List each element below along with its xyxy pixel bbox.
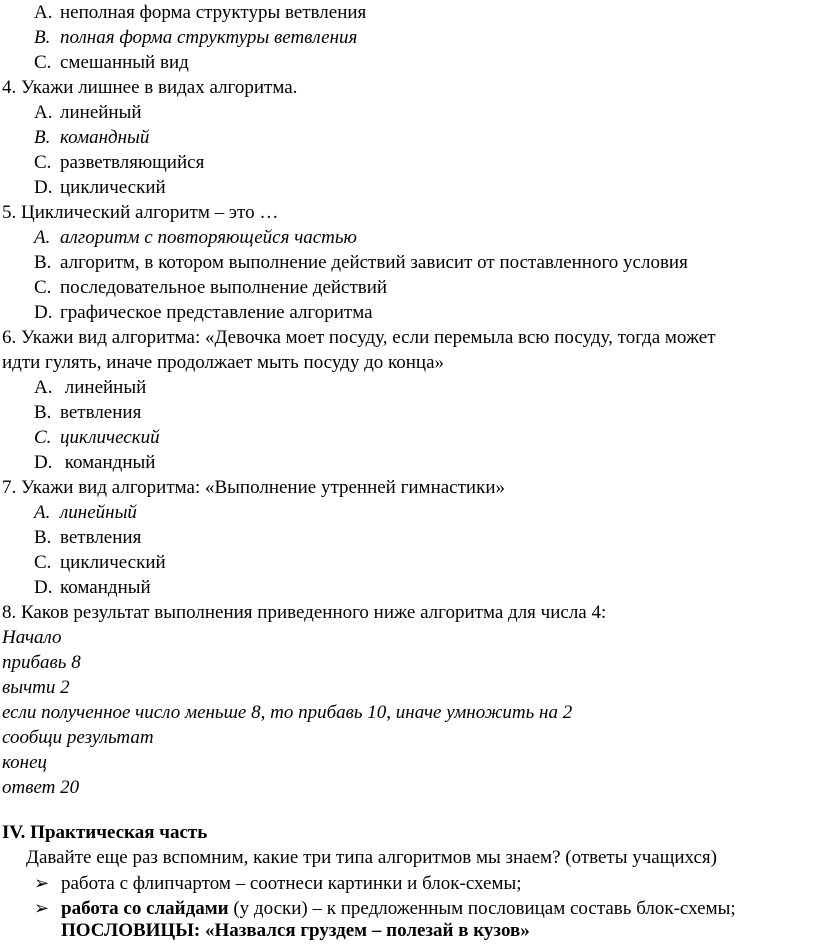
- proverbs-line: ПОСЛОВИЦЫ: «Назвался груздем – полезай в кузов»: [61, 920, 530, 941]
- q6-option-c: C. циклический: [34, 427, 160, 448]
- q6-option-b: B. ветвления: [34, 402, 142, 423]
- q6-option-a: A. линейный: [34, 377, 147, 398]
- q4-question: 4. Укажи лишнее в видах алгоритма.: [2, 77, 298, 98]
- q7-option-d: D. командный: [34, 577, 151, 598]
- q5-option-a: A. алгоритм с повторяющейся частью: [34, 227, 357, 248]
- q5-question: 5. Циклический алгоритм – это …: [2, 202, 279, 223]
- q6-option-d: D. командный: [34, 452, 156, 473]
- q3-option-c: C. смешанный вид: [34, 52, 189, 73]
- q5-option-b: B. алгоритм, в котором выполнение действий зависит от поставленного условия: [34, 252, 688, 273]
- q7-option-b: B. ветвления: [34, 527, 142, 548]
- arrow-bullet-icon: ➢: [34, 873, 50, 893]
- q8-algorithm-step: вычти 2: [2, 677, 70, 698]
- q8-algorithm-step: Начало: [2, 627, 62, 648]
- q3-option-b: B. полная форма структуры ветвления: [34, 27, 358, 48]
- q6-question-line1: 6. Укажи вид алгоритма: «Девочка моет посуду, если перемыла всю посуду, тогда может: [2, 327, 716, 348]
- q6-question-line2: идти гулять, иначе продолжает мыть посуду до конца»: [2, 352, 445, 373]
- q8-question: 8. Каков результат выполнения приведенного ниже алгоритма для числа 4:: [2, 602, 607, 623]
- q8-algorithm-step: конец: [2, 752, 48, 773]
- q3-option-a: A. неполная форма структуры ветвления: [34, 2, 367, 23]
- practical-bullet-2: ➢ работа со слайдами (у доски) – к предложенным пословицам составь блок-схемы;: [34, 898, 736, 919]
- q8-answer: ответ 20: [2, 777, 80, 798]
- section-heading: IV. Практическая часть: [2, 822, 208, 843]
- q8-algorithm-step: если полученное число меньше 8, то прибавь 10, иначе умножить на 2: [2, 702, 573, 723]
- q4-option-c: C. разветвляющийся: [34, 152, 205, 173]
- q7-question: 7. Укажи вид алгоритма: «Выполнение утренней гимнастики»: [2, 477, 505, 498]
- q7-option-c: C. циклический: [34, 552, 166, 573]
- q8-algorithm-step: сообщи результат: [2, 727, 154, 748]
- practical-bullet-1: ➢ работа с флипчартом – соотнеси картинки и блок-схемы;: [34, 873, 522, 894]
- q5-option-c: C. последовательное выполнение действий: [34, 277, 388, 298]
- q4-option-d: D. циклический: [34, 177, 166, 198]
- q8-algorithm-step: прибавь 8: [2, 652, 81, 673]
- practical-intro: Давайте еще раз вспомним, какие три типа алгоритмов мы знаем? (ответы учащихся): [26, 847, 717, 868]
- q4-option-b: B. командный: [34, 127, 150, 148]
- q7-option-a: A. линейный: [34, 502, 137, 523]
- q4-option-a: A. линейный: [34, 102, 142, 123]
- q5-option-d: D. графическое представление алгоритма: [34, 302, 373, 323]
- arrow-bullet-icon: ➢: [34, 898, 50, 918]
